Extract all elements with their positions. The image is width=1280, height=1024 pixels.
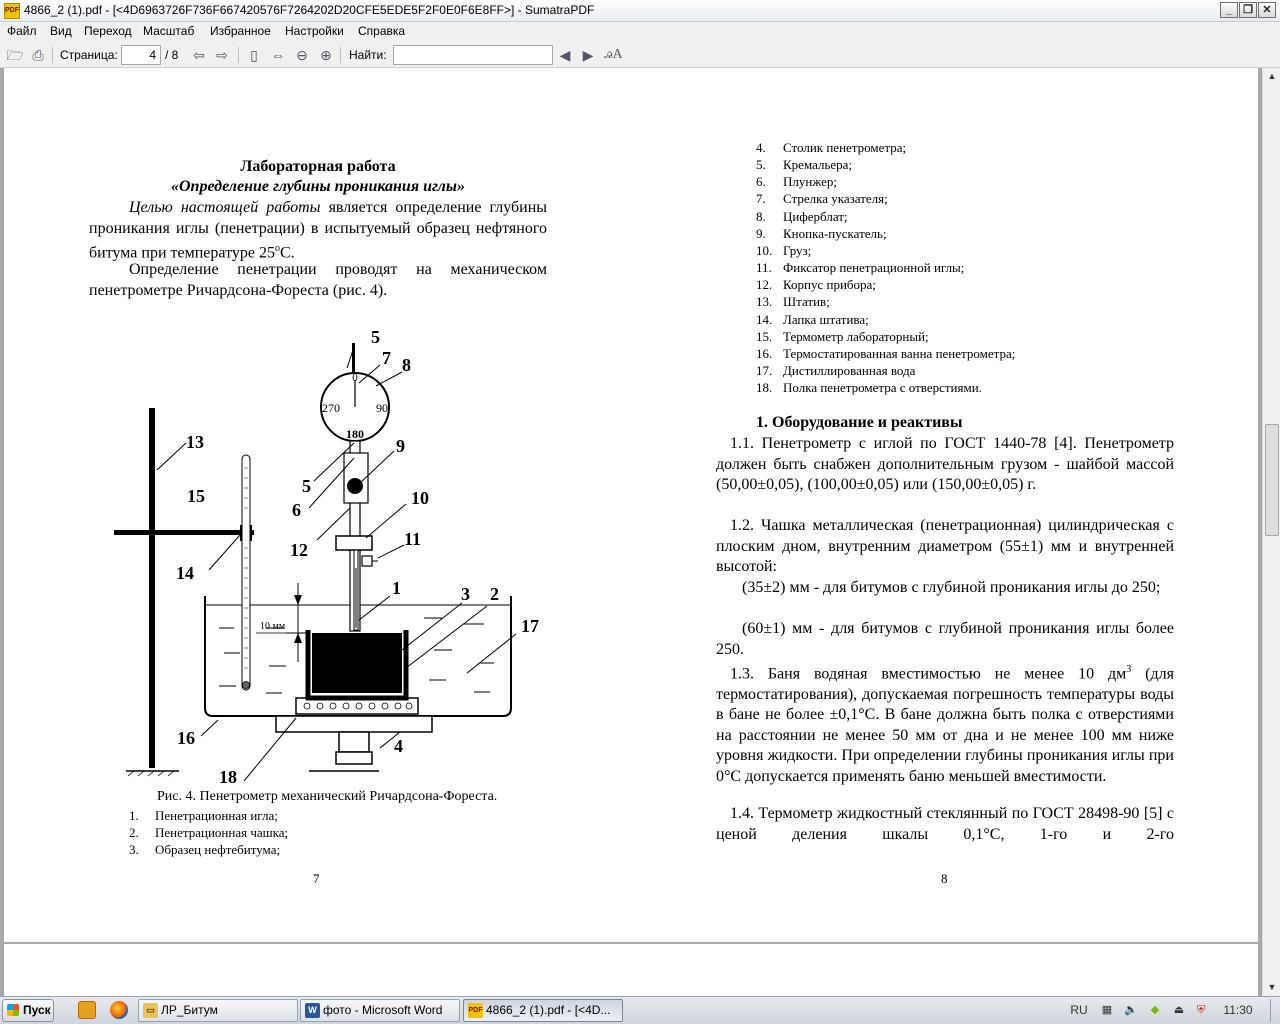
word-icon: W xyxy=(305,1003,320,1018)
menu-zoom[interactable]: Масштаб xyxy=(143,24,195,38)
start-button[interactable] xyxy=(2,999,54,1022)
media-player-icon[interactable] xyxy=(78,1001,96,1019)
page-number-right: 8 xyxy=(941,871,948,886)
table-top xyxy=(276,716,432,732)
penetrometer-figure xyxy=(4,68,632,788)
intro-text-end: С. xyxy=(279,244,295,262)
callout-17: 17 xyxy=(521,616,539,636)
callout-10: 10 xyxy=(411,488,429,508)
table-column xyxy=(339,732,369,752)
legend-text-8: Циферблат; xyxy=(783,208,848,224)
legend-text-4: Столик пенетрометра; xyxy=(783,140,907,155)
legend-text-17: Дистиллированная вода xyxy=(783,362,916,378)
taskbar xyxy=(0,996,1280,1024)
callout-14: 14 xyxy=(176,563,194,583)
callout-7: 7 xyxy=(382,348,391,368)
legend-num-15: 15. xyxy=(756,328,773,344)
dimension-label: 10 мм xyxy=(260,621,286,632)
zoom-in-icon[interactable]: ⊕ xyxy=(320,47,332,63)
toolbar xyxy=(0,42,1280,68)
page-number-input[interactable] xyxy=(121,45,161,65)
callout-16: 16 xyxy=(177,728,195,748)
figure-caption: Рис. 4. Пенетрометр механический Ричардсона-Фореста. xyxy=(157,789,498,804)
legend-num-17: 17. xyxy=(756,362,773,378)
toolbar-separator xyxy=(340,47,341,63)
callout-3: 3 xyxy=(461,584,470,604)
show-desktop-button[interactable] xyxy=(1270,999,1278,1022)
section-heading: 1. Оборудование и реактивы xyxy=(756,414,963,431)
release-button xyxy=(347,478,363,494)
window-title: 4866_2 (1).pdf - [<4D6963726F736F667420576F7264202D20CFE5EDE5F2F0E0F6E8FF>] - SumatraPDF xyxy=(24,3,595,17)
task-folder-label: ЛР_Битум xyxy=(161,1003,218,1017)
legend-text-14: Лапка штатива; xyxy=(783,311,869,327)
page-number-left: 7 xyxy=(313,871,320,886)
table-foot xyxy=(336,752,372,764)
task-sumatra[interactable] xyxy=(463,999,623,1022)
network-icon[interactable]: ▦ xyxy=(1101,1004,1113,1016)
callout-12: 12 xyxy=(290,540,308,560)
language-indicator[interactable]: RU xyxy=(1070,1003,1088,1017)
legend-num-7: 7. xyxy=(756,191,766,207)
lab-subtitle: «Определение глубины проникания иглы» xyxy=(171,178,465,195)
scroll-up-icon[interactable]: ▲ xyxy=(1267,71,1277,81)
close-button[interactable]: ✕ xyxy=(1258,2,1276,18)
needle-lock xyxy=(362,556,372,566)
legend-text-15: Термометр лабораторный; xyxy=(783,328,929,344)
legend-text-16: Термостатированная ванна пенетрометра; xyxy=(783,345,1016,361)
legend-num-9: 9. xyxy=(756,225,766,241)
vertical-scrollbar[interactable] xyxy=(1262,68,1280,996)
print-icon[interactable]: ⎙ xyxy=(32,47,44,63)
pdf-next-page xyxy=(4,944,1258,996)
title-bar xyxy=(0,0,1280,22)
sumatra-icon: PDF xyxy=(468,1003,483,1018)
restore-button[interactable]: ❐ xyxy=(1239,2,1257,18)
legend-num-4: 4. xyxy=(756,140,766,155)
find-previous-icon[interactable]: ◀ xyxy=(559,47,571,63)
callout-4: 4 xyxy=(394,736,403,756)
minimize-button[interactable]: _ xyxy=(1220,2,1238,18)
scroll-thumb[interactable] xyxy=(1265,424,1279,536)
dial-180: 180 xyxy=(346,427,364,441)
intro-text: является определение глубины проникания иглы (пенетрации) в испытуемый образец нефтяного битума при температуре 25 xyxy=(89,199,547,262)
find-label: Найти: xyxy=(349,48,387,62)
cubic-sup: 3 xyxy=(1126,664,1132,675)
fit-width-icon[interactable]: ⇔ xyxy=(271,47,285,63)
legend-num-12: 12. xyxy=(756,277,773,293)
legend-text-9: Кнопка-пускатель; xyxy=(783,225,887,241)
legend-text-18: Полка пенетрометра с отверстиями. xyxy=(783,380,982,396)
pdf-page-spread xyxy=(4,68,1258,942)
page-label: Страница: xyxy=(60,48,118,62)
thermometer xyxy=(242,455,250,690)
task-word[interactable] xyxy=(300,999,460,1022)
section-1-3-text: 1.3. Баня водяная вместимостью не менее 10 дм xyxy=(730,665,1127,683)
scroll-down-icon[interactable]: ▼ xyxy=(1267,982,1277,992)
find-next-icon[interactable]: ▶ xyxy=(582,47,594,63)
task-sumatra-label: 4866_2 (1).pdf - [<4D... xyxy=(486,1003,611,1017)
menu-favorites[interactable]: Избранное xyxy=(210,24,271,38)
legend-text-5: Кремальера; xyxy=(783,157,853,173)
match-case-icon[interactable]: ꭿA xyxy=(604,47,623,62)
shield-icon[interactable]: ⛨ xyxy=(1196,1004,1206,1016)
legend-num-6: 6. xyxy=(756,174,766,190)
method-paragraph: Определение пенетрации проводят на механическом пенетрометре Ричардсона-Фореста (рис. 4). xyxy=(89,261,547,299)
plunger-housing xyxy=(344,453,368,503)
legend-num-13: 13. xyxy=(756,294,773,310)
legend-num-14: 14. xyxy=(756,311,773,327)
callout-18: 18 xyxy=(219,767,237,787)
task-folder[interactable] xyxy=(138,999,298,1022)
menu-file[interactable]: Файл xyxy=(7,24,37,38)
legend-num-18: 18. xyxy=(756,380,773,396)
legend-num-10: 10. xyxy=(756,242,773,258)
section-1-2: 1.2. Чашка металлическая (пенетрационная) цилиндрическая с плоским дном, внутренним диаметром (55±1) мм и внутренней высотой: xyxy=(716,517,1174,575)
callout-15: 15 xyxy=(187,486,205,506)
legend-num-1: 1. xyxy=(129,808,139,823)
legend-num-5: 5. xyxy=(756,157,766,173)
legend-num-16: 16. xyxy=(756,345,773,361)
legend-text-10: Груз; xyxy=(783,242,812,258)
intro-italic: Целью настоящей работы xyxy=(129,199,321,216)
section-1-3 xyxy=(716,660,1174,787)
callout-1: 1 xyxy=(392,578,401,598)
windows-logo-icon xyxy=(7,1004,19,1016)
volume-icon[interactable]: 🔈 xyxy=(1124,1004,1138,1016)
next-page-icon[interactable]: ⇨ xyxy=(216,47,228,63)
legend-text-6: Плунжер; xyxy=(783,174,838,190)
legend-text-7: Стрелка указателя; xyxy=(783,191,888,207)
callout-6: 6 xyxy=(292,500,301,520)
usb-icon[interactable]: ⏏ xyxy=(1173,1004,1185,1016)
section-1-3-rest: (для термостатирования), допускаемая погрешность температуры воды в бане не более ±0,1°С. В бане должна быть полка с отверстиями на расстоянии не менее 50 мм от дна и не менее 100 мм ниже уровня жидкости. При определении глубины проникания иглы при 0°С допускается применять баню меньшей вместимости. xyxy=(716,665,1174,785)
section-1-4: 1.4. Термометр жидкостный стеклянный по ГОСТ 28498-90 [5] с ценой деления шкалы 0,1°С, 1-го и 2-го xyxy=(716,805,1174,843)
section-1-2-b: (60±1) мм - для битумов с глубиной проникания иглы более 250. xyxy=(716,620,1174,658)
stand-rod xyxy=(149,408,155,768)
clock[interactable]: 11:30 xyxy=(1223,1003,1253,1017)
legend-text-12: Корпус прибора; xyxy=(783,277,876,293)
legend-text-2: Пенетрационная чашка; xyxy=(155,825,289,840)
bitumen-sample xyxy=(312,633,402,693)
legend-num-3: 3. xyxy=(129,842,139,857)
section-1-2-a: (35±2) мм - для битумов с глубиной проникания иглы до 250; xyxy=(742,579,1161,596)
sumatra-app-icon: PDF xyxy=(4,3,20,19)
menu-view[interactable]: Вид xyxy=(50,24,72,38)
page-total: / 8 xyxy=(165,48,179,62)
callout-9: 9 xyxy=(396,436,405,456)
legend-text-3: Образец нефтебитума; xyxy=(155,842,281,857)
callout-2: 2 xyxy=(490,584,499,604)
start-label: Пуск xyxy=(23,1003,51,1017)
find-input[interactable] xyxy=(393,45,553,65)
callout-13: 13 xyxy=(186,432,204,452)
fit-page-icon[interactable]: ▯ xyxy=(250,47,258,63)
legend-num-8: 8. xyxy=(756,208,766,224)
dial-90: 90 xyxy=(376,401,388,415)
degree-sup: o xyxy=(274,243,280,254)
callout-11: 11 xyxy=(404,529,422,549)
legend-num-11: 11. xyxy=(756,260,772,276)
callout-5-bottom: 5 xyxy=(302,476,311,496)
legend-num-2: 2. xyxy=(129,825,139,840)
task-word-label: фото - Microsoft Word xyxy=(323,1003,443,1017)
legend-text-11: Фиксатор пенетрационной иглы; xyxy=(783,260,965,276)
callout-8: 8 xyxy=(402,355,411,375)
menu-settings[interactable]: Настройки xyxy=(285,24,344,38)
lab-title: Лабораторная работа xyxy=(240,158,396,175)
dial-0: 0 xyxy=(352,372,358,384)
nvidia-icon[interactable]: ◆ xyxy=(1150,1004,1160,1016)
section-1-1: 1.1. Пенетрометр с иглой по ГОСТ 1440-78 [4]. Пенетрометр должен быть снабжен дополнительным грузом - шайбой массой (50,00±0,05), (100,00±0,05) или (150,00±0,05) г. xyxy=(716,435,1174,493)
toolbar-separator xyxy=(238,47,239,63)
stand-clamp-arm xyxy=(114,530,254,535)
menu-go[interactable]: Переход xyxy=(84,24,132,38)
folder-icon: ▭ xyxy=(143,1003,158,1018)
zoom-out-icon[interactable]: ⊖ xyxy=(296,47,308,63)
dial-270: 270 xyxy=(322,401,340,415)
toolbar-separator xyxy=(52,47,53,63)
open-icon[interactable]: 🗁 xyxy=(6,47,24,63)
menu-bar xyxy=(0,22,1280,42)
document-viewport[interactable] xyxy=(0,68,1262,996)
legend-text-1: Пенетрационная игла; xyxy=(155,808,278,823)
firefox-icon[interactable] xyxy=(110,1001,128,1019)
rack-top xyxy=(352,343,355,375)
menu-help[interactable]: Справка xyxy=(358,24,406,38)
legend-text-13: Штатив; xyxy=(783,294,830,310)
callout-5-top: 5 xyxy=(371,327,380,347)
previous-page-icon[interactable]: ⇦ xyxy=(193,47,205,63)
